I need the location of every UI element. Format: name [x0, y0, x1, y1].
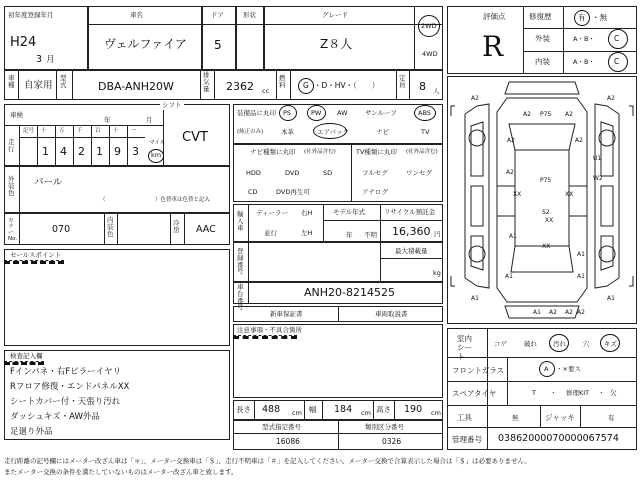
width-value: 184: [334, 404, 353, 415]
inspector-line: 足廻り外品: [10, 427, 53, 437]
type-no-value: 16086: [276, 437, 300, 446]
cc-unit: cc: [262, 87, 270, 95]
repair-no: ・無: [592, 13, 607, 22]
color-no-label: カラーNo.: [8, 218, 18, 243]
month-unit: 月: [46, 55, 55, 65]
spare-sep1: ・: [550, 389, 557, 397]
sheet-dirt: 汚れ: [553, 340, 566, 348]
damage-mark: A2: [565, 309, 573, 316]
height-value: 190: [404, 404, 423, 415]
sheet-burn: コゲ: [494, 340, 507, 348]
model-year-label: モデル年式: [333, 208, 366, 216]
recycle-label: リサイクル預託金: [384, 208, 436, 216]
cooler-label: 冷房: [173, 219, 180, 235]
new-car-warranty: 新車保証書: [270, 310, 303, 318]
inspector-line: Fインパネ・右Fピラーイヤリ: [10, 367, 122, 377]
door-value: 5: [214, 38, 222, 52]
max-load-unit: kg: [433, 269, 441, 277]
shift-label: シフト: [162, 101, 182, 109]
inspection-month-unit: 月: [146, 116, 153, 124]
damage-mark: A1: [505, 273, 513, 280]
damage-mark: A1: [471, 295, 479, 302]
footer-line1: 走行距離の記号欄にはメーター改ざん車は「＊」、メーター交換車は「＄」、走行不明車は「＃」を記入してください。メーター交換で合算表示した場合は「＄」は必要ありません。: [4, 457, 531, 465]
inspection-label: 車検: [10, 111, 23, 119]
capacity-value: 8: [419, 80, 426, 93]
damage-mark: A2: [523, 111, 531, 118]
inspector-line: シートカバー付・天張り汚れ: [10, 397, 121, 407]
car-name-label: 車名: [130, 11, 143, 19]
exterior-grade-sel: C: [614, 34, 620, 43]
recycle-yen: 円: [434, 230, 441, 238]
sales-point-label: セールスポイント: [10, 251, 62, 259]
navi-label: ナビ種類に丸印: [250, 148, 296, 156]
damage-mark: W2: [593, 175, 603, 182]
length-label: 長さ: [236, 405, 251, 414]
damage-mark: U1: [593, 155, 602, 162]
drive-2wd: 2WD: [421, 22, 437, 30]
sheet-hole: 穴: [583, 340, 590, 348]
damage-mark: A2: [575, 137, 583, 144]
exterior-color-label: 外装色: [8, 175, 15, 198]
mileage-digit: 2: [78, 145, 85, 158]
mileage-col-label: 千: [77, 128, 83, 134]
displacement-label: 排気量: [203, 71, 210, 93]
car-damage-diagram: [447, 76, 637, 324]
inspection-year-unit: 年: [104, 116, 111, 124]
footer-line2: またメーター交換の条件を満たしていないものはメーター改ざん車と致します。: [4, 468, 238, 476]
inspector-label: 検査記入欄: [10, 352, 43, 360]
model-year-unit: 年: [346, 231, 353, 239]
model-label: 型式: [60, 74, 67, 90]
damage-mark: A1: [577, 273, 585, 280]
damage-mark: A2: [565, 111, 573, 118]
displacement-value: 2362: [226, 80, 254, 93]
interior-grades: A・B・: [573, 58, 595, 66]
mileage-digit: 1: [42, 145, 49, 158]
damage-mark: A2: [607, 95, 615, 102]
mileage-digit: 9: [114, 145, 121, 158]
damage-mark: XX: [513, 191, 522, 198]
model-value: DBA-ANH20W: [98, 80, 174, 93]
damage-mark: A2: [506, 169, 514, 176]
month-value: 3: [36, 54, 43, 65]
recycle-value: 16,360: [392, 225, 431, 238]
mileage-digit: 4: [60, 145, 67, 158]
tv-fullseg: フルセグ: [362, 169, 388, 177]
type-no-label: 型式指定番号: [262, 423, 301, 431]
inspector-line: Rフロア修復・エンドパネルXX: [10, 382, 130, 392]
vehicle-type-label: 車種: [8, 74, 15, 90]
people-unit: 人: [433, 87, 440, 95]
length-unit: cm: [292, 409, 302, 417]
height-unit: cm: [431, 409, 441, 417]
grade-label: グレード: [322, 11, 348, 19]
drive-4wd: 4WD: [422, 50, 438, 58]
jack-value: 有: [608, 414, 615, 422]
damage-mark: A2: [577, 309, 585, 316]
car-name-value: ヴェルファイア: [104, 37, 187, 51]
year-label: 初年度登録年月: [8, 11, 54, 19]
damage-mark: A1: [607, 295, 615, 302]
management-label: 管理番号: [452, 435, 482, 444]
chassis-value: ANH20-8214525: [304, 286, 395, 299]
equipment-label: 装備品に丸印: [237, 109, 276, 117]
manual: 車両取説書: [375, 310, 408, 318]
registration-label: 登録番号: [237, 247, 244, 276]
exterior-color-value: パール: [34, 177, 63, 188]
front-glass-rest: ・×要ス: [556, 365, 581, 373]
damage-mark: P75: [540, 111, 552, 118]
mileage-digit: 1: [96, 145, 103, 158]
fuel-options: ・D・HV・（ ）: [314, 81, 380, 90]
mileage-digit: 3: [132, 145, 139, 158]
equip-aw: AW: [337, 109, 348, 117]
spare-t: T: [532, 389, 536, 397]
repair-label: 修復歴: [529, 12, 552, 21]
damage-mark: A1: [533, 309, 541, 316]
equipment-note: (純正のみ): [237, 129, 264, 135]
equip-sunroof: サンルーフ: [365, 109, 397, 117]
exterior-color-block: [4, 166, 230, 213]
year-value: H24: [10, 35, 37, 50]
mileage-label: 走行: [8, 138, 15, 154]
cooler-value: AAC: [196, 224, 216, 235]
import-left: 左H: [301, 229, 313, 237]
door-label: ドア: [211, 11, 224, 19]
damage-mark: XX: [545, 217, 554, 224]
mileage-col-label: 万: [59, 128, 65, 134]
navi-hdd: HDD: [246, 169, 261, 177]
damage-mark: S2: [542, 209, 550, 216]
color-no-value: 070: [52, 224, 71, 235]
import-dealer: ディーラー: [256, 209, 288, 217]
interior-grade-sel: C: [614, 57, 620, 66]
color-change-note: （ ）色替車は色替と記入: [100, 197, 211, 203]
tools-value: 無: [512, 414, 519, 422]
tv-oneseg: ワンセグ: [406, 169, 432, 177]
repair-yes: 有: [578, 13, 586, 22]
navi-dvd-play: DVD再生可: [276, 188, 310, 196]
capacity-label: 定員: [399, 74, 406, 90]
equip-navi: ナビ: [376, 128, 389, 136]
tv-note: (社外品含む): [406, 149, 438, 155]
fuel-label: 燃料: [279, 74, 286, 90]
mileage-col-label: 記号: [23, 128, 35, 134]
navi-cd: CD: [248, 188, 258, 196]
mile-unit: マイル: [149, 140, 166, 146]
spare-kit: 修理KIT: [566, 389, 590, 397]
interior-grade-label: 内装: [535, 57, 550, 66]
jack-label: ジャッキ: [545, 413, 575, 422]
spare-tire-label: スペアタイヤ: [452, 389, 497, 398]
tv-label: TV種類に丸印: [356, 148, 397, 156]
max-load-label: 最大積載量: [395, 247, 428, 255]
sheet-tear: 破れ: [524, 340, 537, 348]
navi-dvd: DVD: [285, 169, 300, 177]
mileage-col-label: 十: [113, 128, 119, 134]
chassis-label: 車台番号: [237, 283, 244, 312]
management-value: 03862000070000067574: [498, 433, 619, 444]
fuel-g: G: [303, 81, 309, 90]
damage-mark: A1: [509, 233, 517, 240]
mileage-col-label: 百: [95, 128, 101, 134]
grade-value: Z８人: [320, 37, 353, 51]
height-label: 高さ: [376, 405, 391, 414]
equip-airbag: エアバック: [317, 128, 349, 136]
navi-note: (社外品含む): [304, 149, 336, 155]
damage-mark: P75: [540, 177, 552, 184]
length-value: 488: [262, 404, 281, 415]
tv-analog: アナログ: [362, 188, 388, 196]
equip-abs: ABS: [418, 109, 431, 117]
damage-mark: A2: [507, 137, 515, 144]
navi-sd: SD: [323, 169, 333, 177]
notes-label: 注意事項・不具合箇所: [237, 326, 302, 334]
equip-pw: PW: [311, 109, 322, 117]
equip-tv: TV: [421, 128, 430, 136]
tools-label: 工具: [457, 413, 472, 422]
import-parallel: 並行: [264, 229, 277, 237]
damage-mark: A2: [471, 95, 479, 102]
score-label: 評価点: [483, 12, 506, 21]
interior-color-label: 内装色: [107, 216, 114, 238]
model-year-unknown: 不明: [364, 231, 377, 239]
interior-sheet-label: 室内シート: [457, 334, 472, 361]
spare-sep2: ・: [598, 389, 605, 397]
vehicle-type-value: 自家用: [24, 80, 53, 91]
mileage-col-label: 十: [41, 128, 47, 134]
exterior-grades: A・B・: [573, 35, 595, 43]
class-no-label: 類別区分番号: [365, 423, 404, 431]
mileage-col-label: 一: [131, 128, 137, 134]
equip-ps: PS: [283, 109, 292, 117]
import-label: 輸入車: [237, 210, 244, 233]
damage-mark: A1: [577, 251, 585, 258]
front-glass-sel: A: [544, 365, 549, 373]
damage-mark: XX: [542, 243, 551, 250]
sheet-scratch: キズ: [604, 340, 617, 348]
width-label: 幅: [309, 405, 317, 414]
km-unit: km: [151, 151, 162, 159]
inspector-line: ダッシュキズ・AW外品: [10, 412, 100, 422]
score-value: R: [482, 30, 504, 63]
grade-cell: [264, 6, 443, 70]
damage-mark: A2: [549, 309, 557, 316]
shape-label: 形状: [243, 11, 256, 19]
spare-missing: 欠: [610, 389, 617, 397]
class-no-value: 0326: [382, 437, 402, 446]
import-right: 右H: [301, 209, 313, 217]
exterior-grade-label: 外装: [535, 34, 550, 43]
front-glass-label: フロントガラス: [452, 366, 505, 375]
width-unit: cm: [361, 409, 371, 417]
shift-value: CVT: [182, 130, 208, 145]
damage-mark: XX: [565, 191, 574, 198]
equip-leather: 本革: [281, 128, 294, 136]
